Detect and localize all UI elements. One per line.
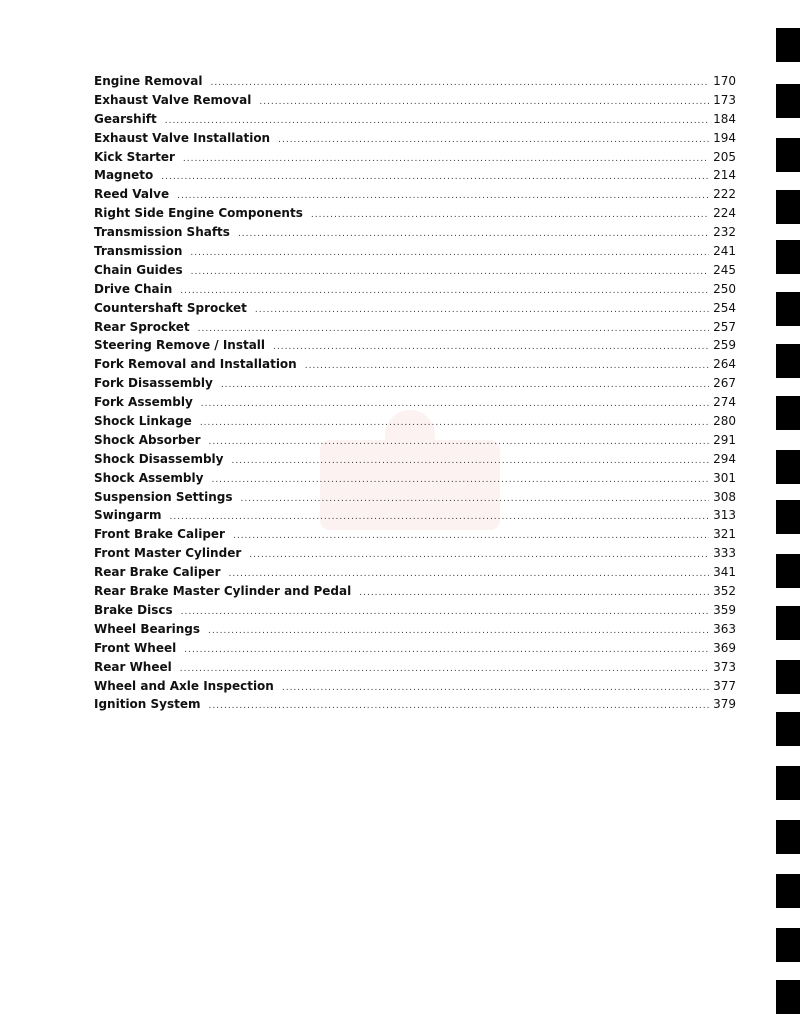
toc-entry[interactable] bbox=[94, 280, 736, 299]
toc-entry-title: Front Master Cylinder bbox=[94, 546, 242, 561]
binding-hole bbox=[776, 554, 800, 588]
toc-entry-page-number: 291 bbox=[713, 432, 736, 447]
toc-entry-title: Transmission bbox=[94, 244, 183, 259]
toc-leader-dots bbox=[305, 357, 709, 376]
binding-hole bbox=[776, 292, 800, 326]
toc-leader-dots bbox=[210, 74, 709, 93]
binding-hole bbox=[776, 660, 800, 694]
toc-entry-title: Rear Sprocket bbox=[94, 319, 190, 334]
toc-entry-title: Rear Brake Caliper bbox=[94, 565, 221, 580]
toc-leader-dots bbox=[233, 527, 709, 546]
toc-entry-title: Transmission Shafts bbox=[94, 225, 230, 240]
toc-entry-page-number: 341 bbox=[713, 565, 736, 580]
toc-leader-dots bbox=[240, 490, 709, 509]
toc-entry[interactable] bbox=[94, 601, 736, 620]
toc-entry-title: Fork Removal and Installation bbox=[94, 357, 297, 372]
toc-entry-page-number: 250 bbox=[713, 281, 736, 296]
toc-entry-title: Steering Remove / Install bbox=[94, 338, 266, 353]
toc-entry-title: Shock Linkage bbox=[94, 414, 192, 429]
toc-leader-dots bbox=[170, 508, 710, 527]
toc-entry-title: Rear Brake Master Cylinder and Pedal bbox=[94, 584, 352, 599]
toc-entry-page-number: 267 bbox=[713, 376, 736, 391]
toc-entry-title: Front Wheel bbox=[94, 640, 177, 655]
toc-entry-page-number: 333 bbox=[713, 546, 736, 561]
toc-entry[interactable] bbox=[94, 639, 736, 658]
toc-entry-title: Right Side Engine Components bbox=[94, 206, 303, 221]
toc-entry[interactable] bbox=[94, 72, 736, 91]
toc-entry[interactable] bbox=[94, 488, 736, 507]
toc-leader-dots bbox=[209, 697, 710, 716]
toc-entry-title: Chain Guides bbox=[94, 262, 183, 277]
binding-hole bbox=[776, 344, 800, 378]
toc-leader-dots bbox=[231, 452, 709, 471]
toc-leader-dots bbox=[255, 301, 709, 320]
toc-entry[interactable] bbox=[94, 695, 736, 714]
toc-entry[interactable] bbox=[94, 110, 736, 129]
toc-entry[interactable] bbox=[94, 299, 736, 318]
toc-leader-dots bbox=[211, 471, 709, 490]
binding-hole bbox=[776, 928, 800, 962]
toc-entry-page-number: 274 bbox=[713, 395, 736, 410]
toc-entry-page-number: 257 bbox=[713, 319, 736, 334]
toc-entry-title: Wheel and Axle Inspection bbox=[94, 678, 274, 693]
toc-entry-page-number: 301 bbox=[713, 470, 736, 485]
toc-entry-title: Shock Assembly bbox=[94, 470, 204, 485]
toc-entry[interactable] bbox=[94, 412, 736, 431]
toc-entry[interactable] bbox=[94, 204, 736, 223]
toc-entry-title: Drive Chain bbox=[94, 281, 173, 296]
toc-entry-title: Gearshift bbox=[94, 111, 157, 126]
toc-entry-title: Ignition System bbox=[94, 697, 201, 712]
binding-hole bbox=[776, 240, 800, 274]
toc-entry-page-number: 254 bbox=[713, 300, 736, 315]
toc-entry[interactable] bbox=[94, 355, 736, 374]
toc-entry-page-number: 294 bbox=[713, 451, 736, 466]
toc-entry[interactable] bbox=[94, 582, 736, 601]
toc-entry-title: Wheel Bearings bbox=[94, 621, 201, 636]
toc-leader-dots bbox=[221, 376, 709, 395]
toc-leader-dots bbox=[201, 395, 709, 414]
toc-leader-dots bbox=[282, 679, 709, 698]
toc-entry[interactable] bbox=[94, 242, 736, 261]
toc-leader-dots bbox=[161, 168, 709, 187]
toc-entry[interactable] bbox=[94, 185, 736, 204]
toc-entry[interactable] bbox=[94, 336, 736, 355]
toc-entry-page-number: 224 bbox=[713, 206, 736, 221]
toc-leader-dots bbox=[184, 641, 709, 660]
toc-entry[interactable] bbox=[94, 525, 736, 544]
toc-entry[interactable] bbox=[94, 261, 736, 280]
toc-entry-page-number: 379 bbox=[713, 697, 736, 712]
toc-entry-page-number: 321 bbox=[713, 527, 736, 542]
toc-entry-title: Exhaust Valve Installation bbox=[94, 130, 271, 145]
toc-entry-title: Kick Starter bbox=[94, 149, 175, 164]
binding-hole bbox=[776, 980, 800, 1014]
toc-entry-title: Front Brake Caliper bbox=[94, 527, 225, 542]
toc-leader-dots bbox=[249, 546, 709, 565]
toc-entry-page-number: 377 bbox=[713, 678, 736, 693]
toc-entry[interactable] bbox=[94, 544, 736, 563]
toc-entry-page-number: 359 bbox=[713, 602, 736, 617]
toc-entry-page-number: 205 bbox=[713, 149, 736, 164]
binding-hole bbox=[776, 396, 800, 430]
toc-entry[interactable] bbox=[94, 393, 736, 412]
toc-entry-title: Magneto bbox=[94, 168, 154, 183]
toc-entry-title: Engine Removal bbox=[94, 74, 203, 88]
toc-entry-title: Rear Wheel bbox=[94, 659, 172, 674]
toc-entry-title: Exhaust Valve Removal bbox=[94, 92, 252, 107]
toc-entry-title: Reed Valve bbox=[94, 187, 170, 202]
toc-entry[interactable] bbox=[94, 166, 736, 185]
toc-entry-page-number: 313 bbox=[713, 508, 736, 523]
toc-entry-page-number: 363 bbox=[713, 621, 736, 636]
toc-entry-page-number: 170 bbox=[713, 74, 736, 88]
toc-entry-page-number: 241 bbox=[713, 244, 736, 259]
toc-leader-dots bbox=[208, 622, 709, 641]
toc-entry-page-number: 184 bbox=[713, 111, 736, 126]
toc-entry[interactable] bbox=[94, 450, 736, 469]
toc-entry-page-number: 369 bbox=[713, 640, 736, 655]
toc-entry[interactable] bbox=[94, 563, 736, 582]
toc-entry-page-number: 194 bbox=[713, 130, 736, 145]
toc-entry-page-number: 259 bbox=[713, 338, 736, 353]
binding-hole bbox=[776, 606, 800, 640]
toc-entry-title: Shock Absorber bbox=[94, 432, 201, 447]
toc-leader-dots bbox=[198, 320, 709, 339]
toc-entry[interactable] bbox=[94, 223, 736, 242]
toc-entry[interactable] bbox=[94, 469, 736, 488]
toc-leader-dots bbox=[190, 244, 709, 263]
toc-leader-dots bbox=[259, 93, 709, 112]
toc-entry[interactable] bbox=[94, 91, 736, 110]
toc-entry-title: Brake Discs bbox=[94, 602, 173, 617]
binding-hole bbox=[776, 450, 800, 484]
binding-hole bbox=[776, 84, 800, 118]
toc-leader-dots bbox=[278, 131, 709, 150]
toc-entry[interactable] bbox=[94, 431, 736, 450]
toc-entry[interactable] bbox=[94, 318, 736, 337]
toc-entry-page-number: 373 bbox=[713, 659, 736, 674]
toc-leader-dots bbox=[238, 225, 709, 244]
binding-hole bbox=[776, 190, 800, 224]
toc-entry-title: Suspension Settings bbox=[94, 489, 233, 504]
binding-hole bbox=[776, 28, 800, 62]
table-of-contents bbox=[94, 72, 736, 714]
toc-entry-page-number: 214 bbox=[713, 168, 736, 183]
toc-leader-dots bbox=[181, 603, 709, 622]
toc-leader-dots bbox=[191, 263, 709, 282]
spiral-binding bbox=[774, 0, 800, 1035]
toc-entry-page-number: 245 bbox=[713, 262, 736, 277]
toc-entry-title: Fork Assembly bbox=[94, 395, 193, 410]
toc-leader-dots bbox=[311, 206, 709, 225]
toc-leader-dots bbox=[273, 338, 709, 357]
toc-leader-dots bbox=[200, 414, 709, 433]
binding-hole bbox=[776, 766, 800, 800]
toc-entry-title: Countershaft Sprocket bbox=[94, 300, 247, 315]
binding-hole bbox=[776, 820, 800, 854]
toc-entry[interactable] bbox=[94, 374, 736, 393]
toc-entry-title: Swingarm bbox=[94, 508, 162, 523]
toc-leader-dots bbox=[180, 282, 709, 301]
binding-hole bbox=[776, 712, 800, 746]
toc-leader-dots bbox=[183, 150, 709, 169]
toc-entry-page-number: 232 bbox=[713, 225, 736, 240]
toc-entry-page-number: 280 bbox=[713, 414, 736, 429]
toc-entry[interactable] bbox=[94, 620, 736, 639]
binding-hole bbox=[776, 138, 800, 172]
binding-hole bbox=[776, 500, 800, 534]
toc-entry[interactable] bbox=[94, 677, 736, 696]
toc-entry-title: Fork Disassembly bbox=[94, 376, 213, 391]
toc-entry-page-number: 264 bbox=[713, 357, 736, 372]
toc-entry[interactable] bbox=[94, 658, 736, 677]
toc-entry-page-number: 222 bbox=[713, 187, 736, 202]
binding-hole bbox=[776, 874, 800, 908]
toc-entry-page-number: 352 bbox=[713, 584, 736, 599]
toc-leader-dots bbox=[209, 433, 710, 452]
toc-entry-page-number: 173 bbox=[713, 92, 736, 107]
toc-entry-page-number: 308 bbox=[713, 489, 736, 504]
toc-entry[interactable] bbox=[94, 506, 736, 525]
toc-entry-title: Shock Disassembly bbox=[94, 451, 224, 466]
toc-entry[interactable] bbox=[94, 129, 736, 148]
toc-entry[interactable] bbox=[94, 148, 736, 167]
toc-leader-dots bbox=[359, 584, 709, 603]
